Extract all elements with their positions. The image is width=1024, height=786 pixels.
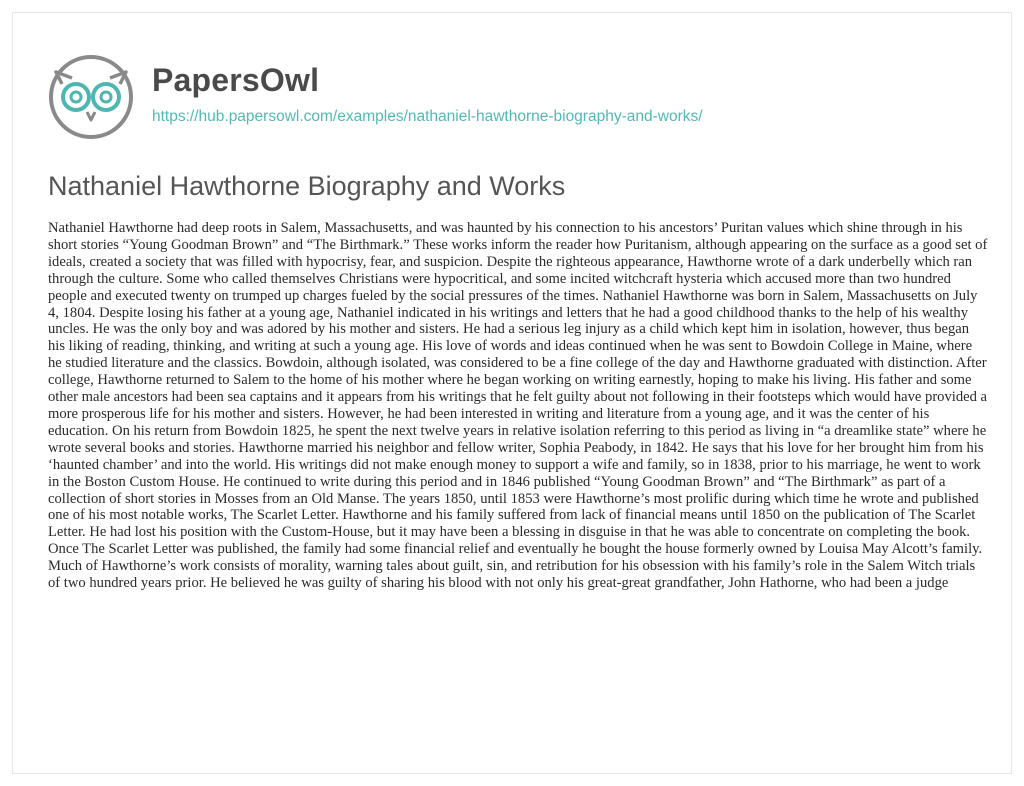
brand-name[interactable]: PapersOwl [152, 62, 320, 98]
article-title: Nathaniel Hawthorne Biography and Works [48, 171, 566, 201]
site-header [48, 34, 978, 144]
article-body: Nathaniel Hawthorne had deep roots in Salem, Massachusetts, and was haunted by his connection to his ancestors’ Puritan values which shine through in his short stories “Young Goodman Brown” and “The Birthmark.” These works inform the reader how Puritanism, although appearing on the surface as a good set of ideals, created a society that was filled with hypocrisy, fear, and suspicion. Despite the righteous appearance, Hawthorne wrote of a dark underbelly which ran through the culture. Some who called themselves Christians were hypocritical, and some incited witchcraft hysteria which accused more than two hundred people and executed twenty on trumped up charges fueled by the social pressures of the times. Nathaniel Hawthorne was born in Salem, Massachusetts on July 4, 1804. Despite losing his father at a young age, Nathaniel indicated in his writings and letters that he had a good childhood thanks to the help of his wealthy uncles. He was the only boy and was adored by his mother and sisters. He had a serious leg injury as a child which kept him in isolation, however, thus began his liking of reading, thinking, and writing at such a young age. His love of words and ideas continued when he was sent to Bowdoin College in Maine, where he studied literature and the classics. Bowdoin, although isolated, was considered to be a fine college of the day and Hawthorne graduated with distinction. After college, Hawthorne returned to Salem to the home of his mother where he began working on writing earnestly, hoping to make his living. His father and some other male ancestors had been sea captains and it appears from his writings that he felt guilty about not following in their footsteps which would have provided a more prosperous life for his mother and sisters. However, he had been interested in writing and literature from a young age, and it was the center of his education. On his return from Bowdoin 1825, he spent the next twelve years in relative isolation referring to this period as living in “a dreamlike state” where he wrote several books and stories. Hawthorne married his neighbor and fellow writer, Sophia Peabody, in 1842. He says that his love for her brought him from his ‘haunted chamber’ and into the world. His writings did not make enough money to support a wife and family, so in 1838, prior to his marriage, he went to work in the Boston Custom House. He continued to write during this period and in 1846 published “Young Goodman Brown” and “The Birthmark” as part of a collection of short stories in Mosses from an Old Manse. The years 1850, until 1853 were Hawthorne’s most prolific during which time he wrote and published one of his most notable works, The Scarlet Letter. Hawthorne and his family suffered from lack of financial means until 1850 on the publication of The Scarlet Letter. He had lost his position with the Custom-House, but it may have been a blessing in disguise in that he was able to concentrate on completing the book. Once The Scarlet Letter was published, the family had some financial relief and eventually he bought the house formerly owned by Louisa May Alcott’s family. Much of Hawthorne’s work consists of morality, warning tales about guilt, sin, and retribution for his obsession with his family’s role in the Salem Witch trials of two hundred years prior. He believed he was guilty of sharing his blood with not only his great-great grandfather, John Hathorne, who had been a judge [48, 220, 988, 592]
article-url[interactable]: https://hub.papersowl.com/examples/nathaniel-hawthorne-biography-and-works/ [152, 108, 703, 125]
owl-logo-icon[interactable] [48, 54, 134, 140]
